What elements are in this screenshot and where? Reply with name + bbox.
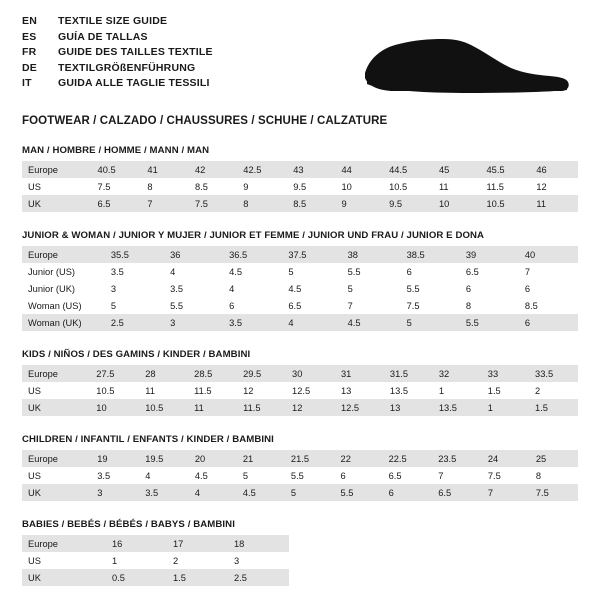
- size-cell: 6: [383, 484, 433, 501]
- size-cell: 17: [167, 535, 228, 552]
- size-cell: 13: [384, 399, 433, 416]
- size-cell: 11.5: [481, 178, 531, 195]
- size-cell: 12.5: [286, 382, 335, 399]
- language-code: EN: [22, 15, 37, 27]
- size-cell: 6: [519, 314, 578, 331]
- size-cell: 10.5: [383, 178, 433, 195]
- size-cell: 19.5: [139, 450, 189, 467]
- size-cell: 10: [336, 178, 384, 195]
- size-cell: 5.5: [401, 280, 460, 297]
- size-cell: 8: [460, 297, 519, 314]
- row-label: US: [22, 552, 106, 569]
- size-cell: 13: [335, 382, 384, 399]
- size-cell: 21: [237, 450, 285, 467]
- table-row: [22, 552, 289, 569]
- size-cell: 6: [223, 297, 282, 314]
- size-cell: 44: [336, 161, 384, 178]
- size-cell: 6: [401, 263, 460, 280]
- size-cell: 6: [335, 467, 383, 484]
- size-cell: 7.5: [401, 297, 460, 314]
- size-cell: 19: [91, 450, 139, 467]
- size-cell: 13.5: [433, 399, 482, 416]
- size-cell: 2: [167, 552, 228, 569]
- row-label: UK: [22, 484, 91, 501]
- size-cell: 4: [139, 467, 189, 484]
- size-cell: 38: [342, 246, 401, 263]
- size-cell: 11: [139, 382, 188, 399]
- size-cell: 10.5: [481, 195, 531, 212]
- dress-shoe-icon: [359, 26, 574, 101]
- row-label: Woman (US): [22, 297, 105, 314]
- size-section: [22, 434, 578, 501]
- size-cell: 37.5: [282, 246, 341, 263]
- size-cell: 43: [287, 161, 335, 178]
- size-cell: 3.5: [223, 314, 282, 331]
- size-cell: 11: [188, 399, 237, 416]
- row-label: US: [22, 178, 92, 195]
- size-cell: 41: [141, 161, 189, 178]
- size-cell: 7.5: [189, 195, 237, 212]
- section-title: MAN / HOMBRE / HOMME / MANN / MAN: [22, 145, 210, 156]
- size-cell: 33: [482, 365, 529, 382]
- size-cell: 8: [237, 195, 287, 212]
- size-cell: 5: [342, 280, 401, 297]
- size-cell: 5.5: [285, 467, 335, 484]
- table-row: [22, 161, 578, 178]
- language-row: [22, 76, 213, 92]
- table-row: [22, 569, 289, 586]
- row-label: Europe: [22, 246, 105, 263]
- size-cell: 2: [529, 382, 578, 399]
- size-cell: 1.5: [529, 399, 578, 416]
- size-cell: 6.5: [383, 467, 433, 484]
- size-cell: 40.5: [92, 161, 142, 178]
- size-cell: 4.5: [342, 314, 401, 331]
- size-table: [22, 365, 578, 416]
- size-table: [22, 535, 289, 586]
- size-cell: 1.5: [482, 382, 529, 399]
- size-cell: 5.5: [460, 314, 519, 331]
- size-cell: 4.5: [282, 280, 341, 297]
- page-header: [22, 14, 578, 101]
- size-cell: 27.5: [90, 365, 139, 382]
- row-label: Europe: [22, 535, 106, 552]
- row-label: Europe: [22, 161, 92, 178]
- size-cell: 6.5: [92, 195, 142, 212]
- size-section: [22, 349, 578, 416]
- size-cell: 12.5: [335, 399, 384, 416]
- language-code: ES: [22, 30, 37, 43]
- size-cell: 31: [335, 365, 384, 382]
- size-cell: 45: [433, 161, 481, 178]
- size-cell: 5: [105, 297, 164, 314]
- table-row: [22, 178, 578, 195]
- row-label: US: [22, 382, 90, 399]
- size-cell: 5: [237, 467, 285, 484]
- size-cell: 10: [433, 195, 481, 212]
- size-cell: 16: [106, 535, 167, 552]
- language-title-list: [22, 14, 213, 92]
- size-cell: 0.5: [106, 569, 167, 586]
- size-cell: 18: [228, 535, 289, 552]
- size-cell: 3.5: [164, 280, 223, 297]
- language-row: [22, 45, 213, 61]
- size-table: [22, 450, 578, 501]
- table-row: [22, 399, 578, 416]
- row-label: Junior (UK): [22, 280, 105, 297]
- row-label: US: [22, 467, 91, 484]
- size-cell: 20: [189, 450, 237, 467]
- size-cell: 3.5: [139, 484, 189, 501]
- size-cell: 45.5: [481, 161, 531, 178]
- size-cell: 3: [91, 484, 139, 501]
- size-cell: 42: [189, 161, 237, 178]
- size-cell: 4: [164, 263, 223, 280]
- size-cell: 32: [433, 365, 482, 382]
- size-cell: 4: [189, 484, 237, 501]
- size-cell: 36.5: [223, 246, 282, 263]
- size-cell: 8: [141, 178, 189, 195]
- size-cell: 38.5: [401, 246, 460, 263]
- size-cell: 7.5: [482, 467, 530, 484]
- size-cell: 11.5: [188, 382, 237, 399]
- row-label: Woman (UK): [22, 314, 105, 331]
- size-cell: 40: [519, 246, 578, 263]
- language-code: IT: [22, 77, 32, 89]
- row-label: Europe: [22, 365, 90, 382]
- table-row: [22, 382, 578, 399]
- size-cell: 28.5: [188, 365, 237, 382]
- language-row: [22, 30, 213, 46]
- size-cell: 6.5: [460, 263, 519, 280]
- size-cell: 1: [482, 399, 529, 416]
- size-cell: 42.5: [237, 161, 287, 178]
- size-cell: 2.5: [105, 314, 164, 331]
- size-cell: 5.5: [335, 484, 383, 501]
- size-cell: 9.5: [383, 195, 433, 212]
- size-cell: 13.5: [384, 382, 433, 399]
- table-row: [22, 484, 578, 501]
- size-cell: 33.5: [529, 365, 578, 382]
- size-cell: 3: [228, 552, 289, 569]
- size-cell: 11.5: [237, 399, 286, 416]
- size-cell: 8.5: [519, 297, 578, 314]
- size-cell: 25: [530, 450, 578, 467]
- size-cell: 2.5: [228, 569, 289, 586]
- language-row: [22, 14, 213, 30]
- size-sections: [22, 145, 578, 586]
- language-row: [22, 61, 213, 77]
- size-cell: 22.5: [383, 450, 433, 467]
- size-cell: 8.5: [287, 195, 335, 212]
- size-cell: 6.5: [282, 297, 341, 314]
- language-code: DE: [22, 61, 37, 74]
- size-cell: 36: [164, 246, 223, 263]
- table-row: [22, 280, 578, 297]
- size-cell: 4.5: [237, 484, 285, 501]
- size-cell: 1.5: [167, 569, 228, 586]
- size-cell: 5: [285, 484, 335, 501]
- size-cell: 6: [519, 280, 578, 297]
- row-label: Europe: [22, 450, 91, 467]
- size-cell: 5.5: [164, 297, 223, 314]
- language-code: FR: [22, 46, 37, 58]
- size-cell: 7.5: [92, 178, 142, 195]
- size-cell: 11: [433, 178, 481, 195]
- size-cell: 7: [482, 484, 530, 501]
- size-cell: 12: [530, 178, 578, 195]
- size-cell: 7: [342, 297, 401, 314]
- language-title: GUIDA ALLE TAGLIE TESSILI: [58, 77, 210, 89]
- size-cell: 8: [530, 467, 578, 484]
- language-title: TEXTILGRÖßENFÜHRUNG: [58, 61, 196, 74]
- size-cell: 7: [519, 263, 578, 280]
- size-cell: 10.5: [139, 399, 188, 416]
- table-row: [22, 314, 578, 331]
- size-cell: 46: [530, 161, 578, 178]
- size-cell: 4: [223, 280, 282, 297]
- size-cell: 3: [105, 280, 164, 297]
- language-title: GUÍA DE TALLAS: [58, 30, 148, 43]
- size-cell: 9.5: [287, 178, 335, 195]
- table-row: [22, 297, 578, 314]
- size-cell: 9: [336, 195, 384, 212]
- size-section: [22, 230, 578, 331]
- row-label: UK: [22, 195, 92, 212]
- size-cell: 12: [237, 382, 286, 399]
- size-cell: 12: [286, 399, 335, 416]
- size-cell: 11: [530, 195, 578, 212]
- size-cell: 5: [282, 263, 341, 280]
- size-cell: 1: [106, 552, 167, 569]
- size-cell: 8.5: [189, 178, 237, 195]
- size-cell: 28: [139, 365, 188, 382]
- size-cell: 30: [286, 365, 335, 382]
- size-cell: 5: [401, 314, 460, 331]
- table-row: [22, 535, 289, 552]
- size-cell: 6.5: [432, 484, 482, 501]
- size-cell: 39: [460, 246, 519, 263]
- size-cell: 10: [90, 399, 139, 416]
- row-label: Junior (US): [22, 263, 105, 280]
- row-label: UK: [22, 569, 106, 586]
- size-cell: 6: [460, 280, 519, 297]
- section-title: BABIES / BEBÉS / BÉBÉS / BABYS / BAMBINI: [22, 519, 235, 530]
- size-cell: 4.5: [189, 467, 237, 484]
- table-row: [22, 467, 578, 484]
- size-cell: 24: [482, 450, 530, 467]
- size-cell: 3: [164, 314, 223, 331]
- table-row: [22, 246, 578, 263]
- size-cell: 10.5: [90, 382, 139, 399]
- section-title: JUNIOR & WOMAN / JUNIOR Y MUJER / JUNIOR ET FEMME / JUNIOR UND FRAU / JUNIOR E DONA: [22, 230, 485, 241]
- size-section: [22, 519, 578, 586]
- size-cell: 3.5: [91, 467, 139, 484]
- table-row: [22, 365, 578, 382]
- size-cell: 31.5: [384, 365, 433, 382]
- size-table: [22, 246, 578, 331]
- language-title: GUIDE DES TAILLES TEXTILE: [58, 46, 213, 58]
- size-section: [22, 145, 578, 212]
- size-cell: 35.5: [105, 246, 164, 263]
- section-title: KIDS / NIÑOS / DES GAMINS / KINDER / BAMBINI: [22, 349, 251, 360]
- language-title: TEXTILE SIZE GUIDE: [58, 15, 168, 27]
- row-label: UK: [22, 399, 90, 416]
- size-cell: 4: [282, 314, 341, 331]
- size-cell: 7.5: [530, 484, 578, 501]
- size-cell: 9: [237, 178, 287, 195]
- page-title: FOOTWEAR / CALZADO / CHAUSSURES / SCHUHE / CALZATURE: [22, 115, 388, 127]
- size-cell: 3.5: [105, 263, 164, 280]
- section-title: CHILDREN / INFANTIL / ENFANTS / KINDER / BAMBINI: [22, 434, 274, 445]
- size-cell: 1: [433, 382, 482, 399]
- size-table: [22, 161, 578, 212]
- table-row: [22, 450, 578, 467]
- table-row: [22, 195, 578, 212]
- size-cell: 7: [432, 467, 482, 484]
- size-cell: 21.5: [285, 450, 335, 467]
- size-cell: 7: [141, 195, 189, 212]
- size-cell: 29.5: [237, 365, 286, 382]
- size-cell: 5.5: [342, 263, 401, 280]
- table-row: [22, 263, 578, 280]
- size-cell: 4.5: [223, 263, 282, 280]
- size-cell: 22: [335, 450, 383, 467]
- size-cell: 23.5: [432, 450, 482, 467]
- size-cell: 44.5: [383, 161, 433, 178]
